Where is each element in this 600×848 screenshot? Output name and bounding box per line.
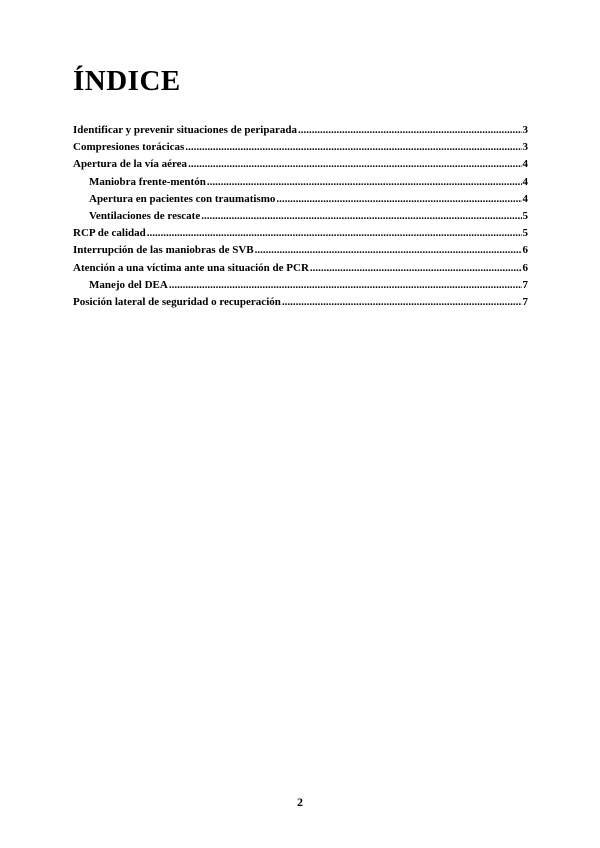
toc-entry-page: 5 — [522, 227, 528, 240]
toc-subentry[interactable] — [73, 279, 528, 296]
toc-entry-title: Posición lateral de seguridad o recuperación — [73, 295, 281, 308]
toc-entry-page: 4 — [522, 158, 528, 171]
toc-entry-page: 4 — [522, 175, 528, 188]
toc-dot-leader — [298, 124, 522, 136]
toc-entry-title: Apertura de la vía aérea — [73, 158, 188, 171]
toc-subentry[interactable] — [73, 210, 528, 227]
toc-dot-leader — [169, 279, 522, 291]
toc-dot-leader — [207, 176, 522, 188]
toc-entry-page: 5 — [522, 209, 528, 222]
toc-entry-title: Maniobra frente-mentón — [89, 175, 206, 188]
toc-dot-leader — [147, 227, 522, 239]
toc-entry-title: Ventilaciones de rescate — [89, 209, 201, 222]
table-of-contents — [73, 124, 528, 313]
toc-entry-page: 6 — [522, 261, 528, 274]
toc-entry[interactable] — [73, 244, 528, 261]
toc-dot-leader — [276, 193, 521, 205]
toc-dot-leader — [201, 210, 521, 222]
toc-entry-title: Interrupción de las maniobras de SVB — [73, 244, 254, 257]
toc-entry-title: Atención a una víctima ante una situación de PCR — [73, 261, 309, 274]
toc-entry[interactable] — [73, 124, 528, 141]
toc-entry-page: 7 — [522, 278, 528, 291]
toc-entry-page: 7 — [522, 295, 528, 308]
toc-entry[interactable] — [73, 296, 528, 313]
toc-dot-leader — [310, 262, 522, 274]
page-number: 2 — [297, 795, 303, 809]
toc-entry-page: 3 — [522, 124, 528, 136]
toc-entry[interactable] — [73, 141, 528, 158]
toc-subentry[interactable] — [73, 176, 528, 193]
page-title: ÍNDICE — [73, 65, 181, 97]
toc-entry-title: Compresiones torácicas — [73, 141, 185, 154]
toc-entry-page: 3 — [522, 141, 528, 154]
toc-entry-title: RCP de calidad — [73, 227, 146, 240]
toc-entry[interactable] — [73, 227, 528, 244]
toc-entry-title: Manejo del DEA — [89, 278, 168, 291]
toc-dot-leader — [188, 158, 521, 170]
toc-dot-leader — [255, 244, 522, 256]
toc-entry-page: 4 — [522, 192, 528, 205]
toc-subentry[interactable] — [73, 193, 528, 210]
toc-entry-title: Identificar y prevenir situaciones de periparada — [73, 124, 297, 136]
toc-dot-leader — [282, 296, 522, 308]
toc-entry-title: Apertura en pacientes con traumatismo — [89, 192, 276, 205]
toc-entry[interactable] — [73, 262, 528, 279]
toc-dot-leader — [185, 141, 521, 153]
toc-entry[interactable] — [73, 158, 528, 175]
toc-entry-page: 6 — [522, 244, 528, 257]
